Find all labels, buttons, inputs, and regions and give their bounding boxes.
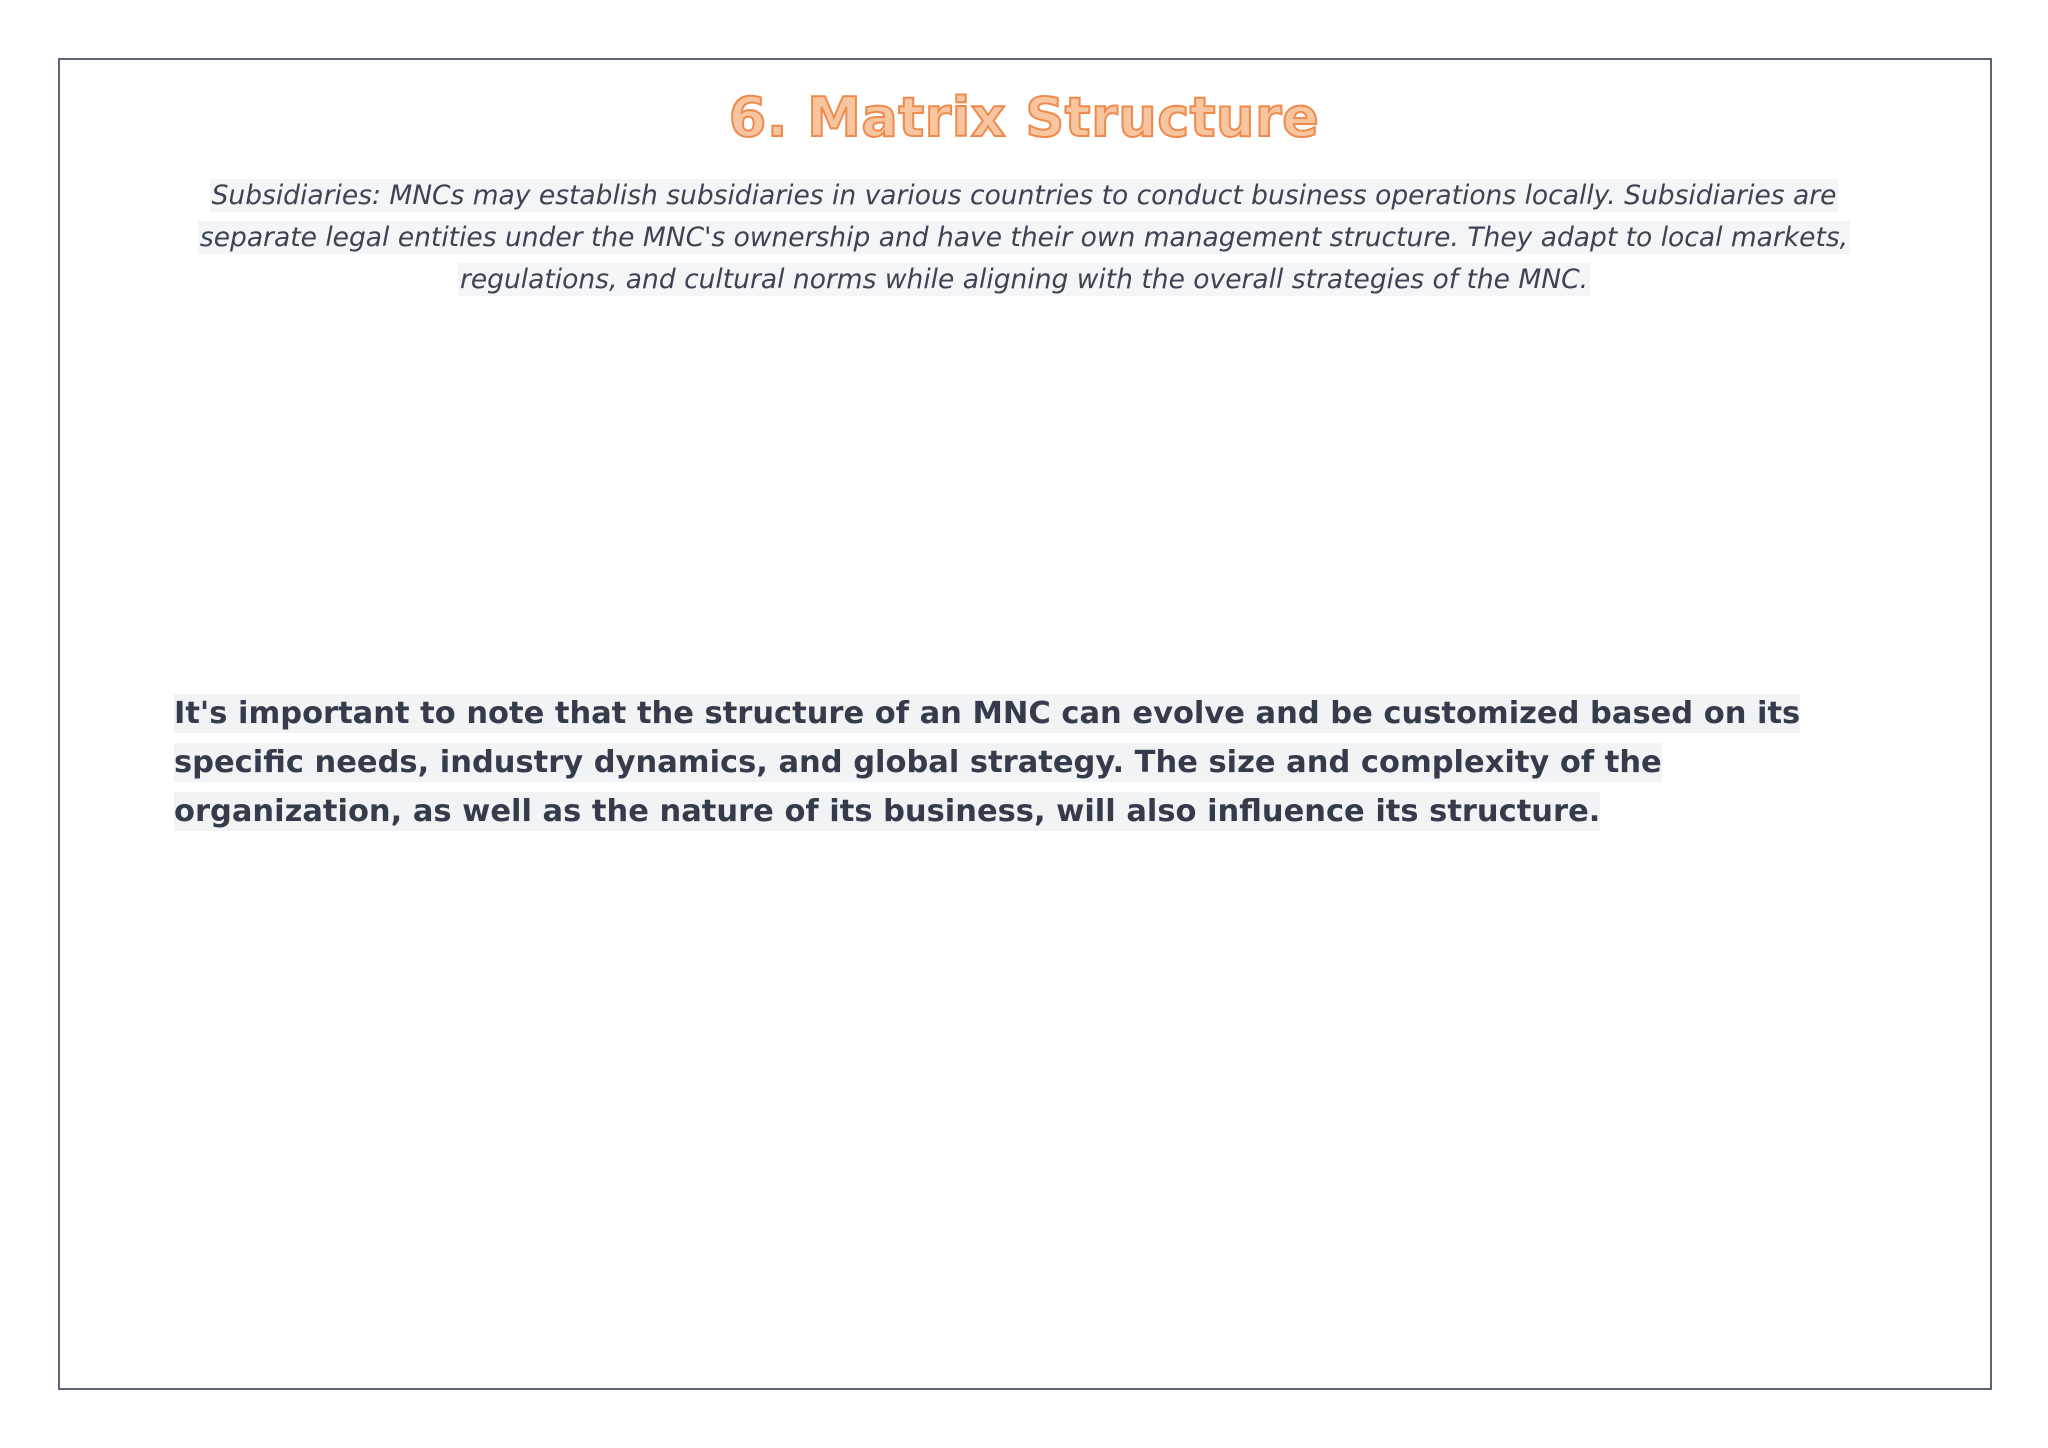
intro-paragraph-container: [190, 175, 1858, 301]
note-paragraph-container: [174, 689, 1884, 836]
intro-paragraph: Subsidiaries: MNCs may establish subsidiaries in various countries to conduct business operations locally. Subsidiaries are separate legal entities under the MNC's ownership and have their own management structure. They adapt to local markets, regulations, and cultural norms while aligning with the overall strategies of the MNC.: [199, 180, 1849, 295]
note-paragraph: It's important to note that the structure of an MNC can evolve and be customized based on its specific needs, industry dynamics, and global strategy. The size and complexity of the organization, as well as the nature of its business, will also influence its structure.: [174, 696, 1801, 829]
page-title: 6. Matrix Structure: [728, 86, 1320, 149]
